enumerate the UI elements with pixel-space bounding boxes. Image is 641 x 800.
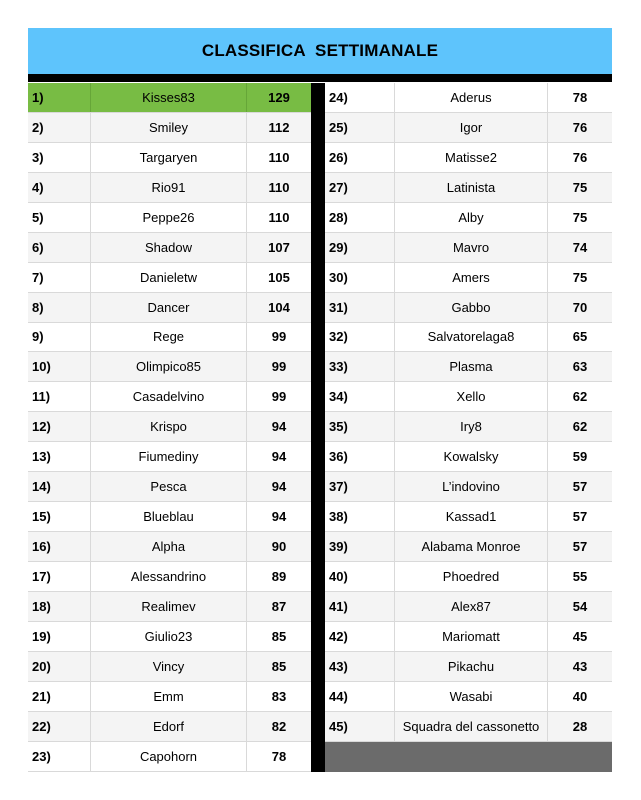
- rank-cell: 19): [28, 622, 91, 651]
- player-name-cell: Casadelvino: [91, 382, 247, 411]
- score-cell: 78: [271, 748, 287, 764]
- player-name-cell: Krispo: [91, 412, 247, 441]
- table-row-leader: [28, 83, 311, 113]
- table-row: [28, 652, 311, 682]
- player-name-cell: Pikachu: [395, 652, 548, 681]
- table-row: [325, 233, 612, 263]
- rank-cell: 41): [325, 592, 395, 621]
- table-row: [325, 622, 612, 652]
- ranking-column-right: [325, 83, 612, 772]
- score-cell: 74: [572, 239, 588, 255]
- score-cell: 43: [572, 658, 588, 674]
- rank-cell: 28): [325, 203, 395, 232]
- player-name-cell: Mariomatt: [395, 622, 548, 651]
- table-row: [325, 592, 612, 622]
- table-row: [325, 323, 612, 353]
- table-row: [28, 442, 311, 472]
- player-name-cell: Latinista: [395, 173, 548, 202]
- rank-cell: 42): [325, 622, 395, 651]
- player-name-cell: Squadra del cassonetto: [395, 712, 548, 741]
- score-cell: 85: [271, 628, 287, 644]
- table-row: [325, 143, 612, 173]
- player-name-cell: Kowalsky: [395, 442, 548, 471]
- table-row: [325, 352, 612, 382]
- table-row: [28, 562, 311, 592]
- rank-cell: 44): [325, 682, 395, 711]
- player-name-cell: Mavro: [395, 233, 548, 262]
- table-row: [28, 323, 311, 353]
- rank-cell: 33): [325, 352, 395, 381]
- rank-cell: 9): [28, 323, 91, 352]
- table-row: [28, 263, 311, 293]
- player-name-cell: Giulio23: [91, 622, 247, 651]
- rank-cell: 2): [28, 113, 91, 142]
- table-row: [28, 293, 311, 323]
- player-name-cell: Wasabi: [395, 682, 548, 711]
- rank-cell: 26): [325, 143, 395, 172]
- table-row: [28, 682, 311, 712]
- rank-cell: 29): [325, 233, 395, 262]
- rank-cell: 8): [28, 293, 91, 322]
- rank-cell: 4): [28, 173, 91, 202]
- player-name-cell: Kassad1: [395, 502, 548, 531]
- score-cell: 99: [271, 329, 287, 345]
- player-name-cell: Plasma: [395, 352, 548, 381]
- player-name-cell: Danieletw: [91, 263, 247, 292]
- score-cell: 63: [572, 359, 588, 375]
- rank-cell: 5): [28, 203, 91, 232]
- player-name-cell: Igor: [395, 113, 548, 142]
- score-cell: 83: [271, 688, 287, 704]
- table-row: [28, 622, 311, 652]
- rank-cell: 40): [325, 562, 395, 591]
- rank-cell: 31): [325, 293, 395, 322]
- score-cell: 110: [268, 179, 290, 195]
- table-row: [325, 113, 612, 143]
- score-cell: 28: [572, 718, 588, 734]
- score-cell: 110: [268, 209, 290, 225]
- table-row: [325, 472, 612, 502]
- player-name-cell: Edorf: [91, 712, 247, 741]
- ranking-column-left: [28, 83, 311, 772]
- table-row: [325, 83, 612, 113]
- rank-cell: 18): [28, 592, 91, 621]
- score-cell: 94: [271, 419, 287, 435]
- rank-cell: 43): [325, 652, 395, 681]
- rank-cell: 39): [325, 532, 395, 561]
- table-row: [325, 382, 612, 412]
- player-name-cell: Amers: [395, 263, 548, 292]
- score-cell: 70: [572, 299, 588, 315]
- rank-cell: 22): [28, 712, 91, 741]
- table-row: [28, 113, 311, 143]
- table-row: [28, 712, 311, 742]
- score-cell: 78: [572, 89, 588, 105]
- player-name-cell: Peppe26: [91, 203, 247, 232]
- score-cell: 62: [572, 389, 588, 405]
- table-row: [28, 203, 311, 233]
- score-cell: 45: [572, 628, 588, 644]
- table-row: [325, 412, 612, 442]
- player-name-cell: Olimpico85: [91, 352, 247, 381]
- rank-cell: 36): [325, 442, 395, 471]
- table-row: [325, 562, 612, 592]
- score-cell: 57: [572, 479, 588, 495]
- score-cell: 76: [572, 149, 588, 165]
- score-cell: 62: [572, 419, 588, 435]
- table-row: [325, 502, 612, 532]
- player-name-cell: Alex87: [395, 592, 548, 621]
- score-cell: 57: [572, 509, 588, 525]
- score-cell: 85: [271, 658, 287, 674]
- table-row: [28, 742, 311, 772]
- table-row: [325, 263, 612, 293]
- rank-cell: 32): [325, 323, 395, 352]
- player-name-cell: Vincy: [91, 652, 247, 681]
- score-cell: 54: [572, 598, 588, 614]
- player-name-cell: Salvatorelaga8: [395, 323, 548, 352]
- rank-cell: 38): [325, 502, 395, 531]
- table-row: [28, 233, 311, 263]
- player-name-cell: Rege: [91, 323, 247, 352]
- rank-cell: 25): [325, 113, 395, 142]
- player-name-cell: Pesca: [91, 472, 247, 501]
- player-name-cell: Smiley: [91, 113, 247, 142]
- rank-cell: 27): [325, 173, 395, 202]
- rank-cell: 6): [28, 233, 91, 262]
- rank-cell: 23): [28, 742, 91, 771]
- rank-cell: 16): [28, 532, 91, 561]
- score-cell: 105: [268, 269, 290, 285]
- rank-cell: 20): [28, 652, 91, 681]
- table-row: [28, 592, 311, 622]
- score-cell: 94: [271, 509, 287, 525]
- page-title: CLASSIFICA SETTIMANALE: [28, 28, 612, 74]
- table-row: [325, 682, 612, 712]
- table-row: [325, 712, 612, 742]
- score-cell: 104: [268, 299, 290, 315]
- rank-cell: 37): [325, 472, 395, 501]
- player-name-cell: Alby: [395, 203, 548, 232]
- player-name-cell: Alpha: [91, 532, 247, 561]
- rank-cell: 21): [28, 682, 91, 711]
- rank-cell: 24): [325, 83, 395, 112]
- score-cell: 87: [271, 598, 287, 614]
- player-name-cell: Aderus: [395, 83, 548, 112]
- table-row: [28, 352, 311, 382]
- player-name-cell: Fiumediny: [91, 442, 247, 471]
- rank-cell: 30): [325, 263, 395, 292]
- score-cell: 75: [572, 179, 588, 195]
- rank-cell: 3): [28, 143, 91, 172]
- table-row: [28, 532, 311, 562]
- player-name-cell: Iry8: [395, 412, 548, 441]
- rank-cell: 13): [28, 442, 91, 471]
- rank-cell: 17): [28, 562, 91, 591]
- player-name-cell: L’indovino: [395, 472, 548, 501]
- score-cell: 59: [572, 449, 588, 465]
- empty-cell: [325, 742, 612, 772]
- rank-cell: 7): [28, 263, 91, 292]
- player-name-cell: Gabbo: [395, 293, 548, 322]
- table-row: [28, 412, 311, 442]
- column-divider: [311, 83, 325, 772]
- player-name-cell: Emm: [91, 682, 247, 711]
- table-row: [325, 652, 612, 682]
- rank-cell: 12): [28, 412, 91, 441]
- table-row: [325, 203, 612, 233]
- score-cell: 75: [572, 269, 588, 285]
- score-cell: 129: [268, 89, 290, 105]
- rank-cell: 1): [28, 83, 91, 112]
- rank-cell: 10): [28, 352, 91, 381]
- score-cell: 89: [271, 568, 287, 584]
- player-name-cell: Matisse2: [395, 143, 548, 172]
- score-cell: 90: [271, 539, 287, 555]
- table-row: [28, 502, 311, 532]
- table-row: [28, 173, 311, 203]
- score-cell: 65: [572, 329, 588, 345]
- player-name-cell: Realimev: [91, 592, 247, 621]
- player-name-cell: Shadow: [91, 233, 247, 262]
- score-cell: 112: [268, 119, 290, 135]
- table-row: [28, 382, 311, 412]
- score-cell: 55: [572, 568, 588, 584]
- title-divider: [28, 74, 612, 82]
- player-name-cell: Alessandrino: [91, 562, 247, 591]
- score-cell: 82: [271, 718, 287, 734]
- score-cell: 75: [572, 209, 588, 225]
- rank-cell: 34): [325, 382, 395, 411]
- rank-cell: 11): [28, 382, 91, 411]
- table-row: [28, 472, 311, 502]
- score-cell: 107: [268, 239, 290, 255]
- table-row: [325, 442, 612, 472]
- player-name-cell: Dancer: [91, 293, 247, 322]
- player-name-cell: Targaryen: [91, 143, 247, 172]
- table-row: [325, 293, 612, 323]
- table-row: [28, 143, 311, 173]
- player-name-cell: Rio91: [91, 173, 247, 202]
- score-cell: 99: [271, 389, 287, 405]
- table-row: [325, 532, 612, 562]
- score-cell: 57: [572, 539, 588, 555]
- rank-cell: 14): [28, 472, 91, 501]
- score-cell: 94: [271, 479, 287, 495]
- rank-cell: 15): [28, 502, 91, 531]
- table-row: [325, 173, 612, 203]
- rank-cell: 45): [325, 712, 395, 741]
- player-name-cell: Kisses83: [91, 83, 247, 112]
- score-cell: 99: [271, 359, 287, 375]
- player-name-cell: Phoedred: [395, 562, 548, 591]
- score-cell: 94: [271, 449, 287, 465]
- score-cell: 76: [572, 119, 588, 135]
- rank-cell: 35): [325, 412, 395, 441]
- player-name-cell: Capohorn: [91, 742, 247, 771]
- score-cell: 110: [268, 149, 290, 165]
- player-name-cell: Xello: [395, 382, 548, 411]
- score-cell: 40: [572, 688, 588, 704]
- player-name-cell: Alabama Monroe: [395, 532, 548, 561]
- player-name-cell: Blueblau: [91, 502, 247, 531]
